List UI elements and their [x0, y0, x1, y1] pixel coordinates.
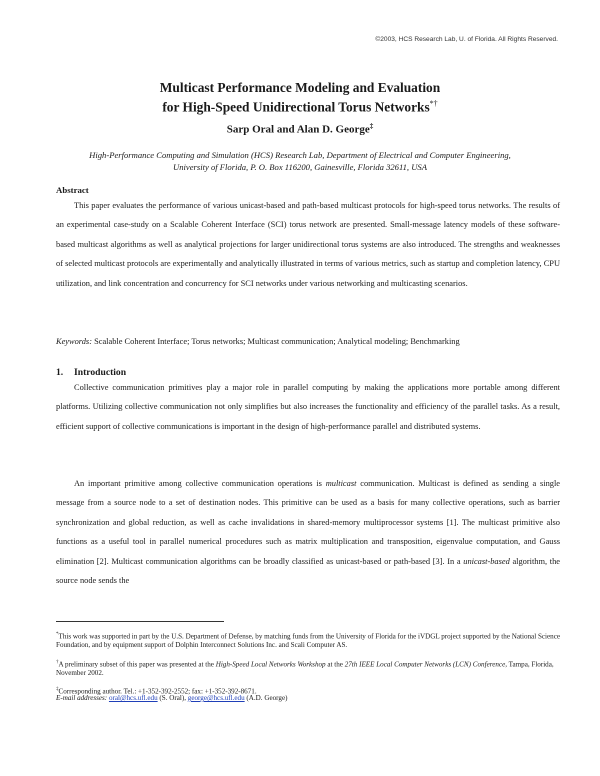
footnote-3-text: Corresponding author. Tel.: +1-352-392-2552; fax: +1-352-392-8671. — [58, 687, 257, 696]
title-footnote-marks: *† — [429, 99, 438, 108]
keywords-list: Scalable Coherent Interface; Torus networks; Multicast communication; Analytical modeling; Benchmarking — [91, 337, 460, 346]
title-line-2-text: for High-Speed Unidirectional Torus Networks — [162, 99, 430, 115]
para2-emphasis-unicast-based: unicast-based — [463, 556, 510, 566]
section-heading-introduction — [56, 367, 126, 378]
title-line-1: Multicast Performance Modeling and Evaluation — [159, 80, 441, 95]
para2-emphasis-multicast: multicast — [325, 479, 357, 488]
para2-text-b: communication. Multicast is defined as sending a single message from a source node to a set of destination nodes. This primitive can be used as a basis for many collective operations, such as barrier synchronization and global reduction, as well as cache invalidations in shared-memory multiprocessor systems [1]. The multicast primitive also functions as a useful tool in parallel numerical procedures such as matrix multiplication and transposition, eigenvalue computation, and Gauss elimination [2]. Multicast communication algorithms can be broadly classified as unicast-based or path-based [3]. In a — [56, 479, 561, 566]
abstract-body: This paper evaluates the performance of various unicast-based and path-based multicast protocols for high-speed torus networks. The results of an experimental case-study on a Scalable Coherent Interface (SCI) torus network are presented. Small-message latency models of these software-based multicast algorithms as well as analytical projections for larger unidirectional torus systems are also introduced. The strengths and weaknesses of selected multicast protocols are experimentally and analytically illustrated in terms of various metrics, such as startup and completion latency, CPU utilization, and link concentration and concurrency for SCI networks under various networking and multicasting scenarios. — [56, 201, 560, 288]
introduction-paragraph-2 — [56, 474, 560, 590]
author-list — [0, 122, 600, 136]
footnote-mark-3: ‡ — [56, 687, 59, 692]
copyright-notice: ©2003, HCS Research Lab, U. of Florida. All Rights Reserved. — [375, 36, 558, 43]
para2-text-a: An important primitive among collective communication operations is — [74, 479, 326, 488]
author-footnote-mark: ‡ — [369, 122, 374, 130]
email-link-oral[interactable]: oral@hcs.ufl.edu — [108, 694, 158, 702]
introduction-paragraph-1: Collective communication primitives play a major role in parallel computing by making the applications more portable among different platforms. Utilizing collective communication not only simplifies but also increases the functionality and efficiency of the parallel tasks. As a result, efficient support of collective communications is important in the design of high-performance parallel and distributed systems. — [56, 383, 560, 431]
footnote-mark-2: † — [56, 660, 59, 665]
affiliation — [40, 150, 560, 173]
title-line-2 — [0, 96, 600, 115]
section-number: 1. — [56, 367, 64, 378]
section-title: Introduction — [74, 367, 127, 378]
email-label: E-mail addresses: — [56, 694, 108, 702]
footnote-2-workshop: High-Speed Local Networks Workshop — [215, 660, 326, 669]
affiliation-line-1: High-Performance Computing and Simulation (HCS) Research Lab, Department of Electrical and Computer Engineering, — [89, 150, 511, 160]
footnote-2-conference: 27th IEEE Local Computer Networks (LCN) Conference — [344, 660, 506, 669]
footnote-mark-1: * — [56, 632, 59, 637]
footnote-1-text: This work was supported in part by the U.S. Department of Defense, by matching funds from the University of Florida for the iVDGL project supported by the National Science Foundation, and by equipment support of Dolphin Interconnect Solutions Inc. and Scali Computer AS. — [56, 632, 561, 650]
author-names: Sarp Oral and Alan D. George — [226, 123, 370, 136]
paper-title — [0, 80, 600, 115]
footnote-2-text-a: A preliminary subset of this paper was presented at the — [58, 660, 216, 669]
footnote-funding — [56, 630, 560, 650]
keywords-label: Keywords: — [56, 337, 92, 346]
email-link-george[interactable]: george@hcs.ufl.edu — [187, 694, 245, 702]
email-2-owner: (A.D. George) — [244, 694, 288, 702]
email-1-owner: (S. Oral), — [157, 694, 188, 702]
abstract-heading: Abstract — [56, 185, 89, 195]
para2-text-c: algorithm, the source node sends the — [56, 556, 560, 586]
footnote-preliminary — [56, 658, 560, 678]
footnote-divider — [56, 621, 224, 622]
footnote-2-text-c: , Tampa, Florida, November 2002. — [56, 660, 554, 678]
keywords — [56, 336, 560, 348]
footnote-2-text-b: at the — [325, 660, 345, 669]
footnote-emails — [56, 694, 560, 703]
affiliation-line-2: University of Florida, P. O. Box 116200, Gainesville, Florida 32611, USA — [173, 161, 427, 172]
